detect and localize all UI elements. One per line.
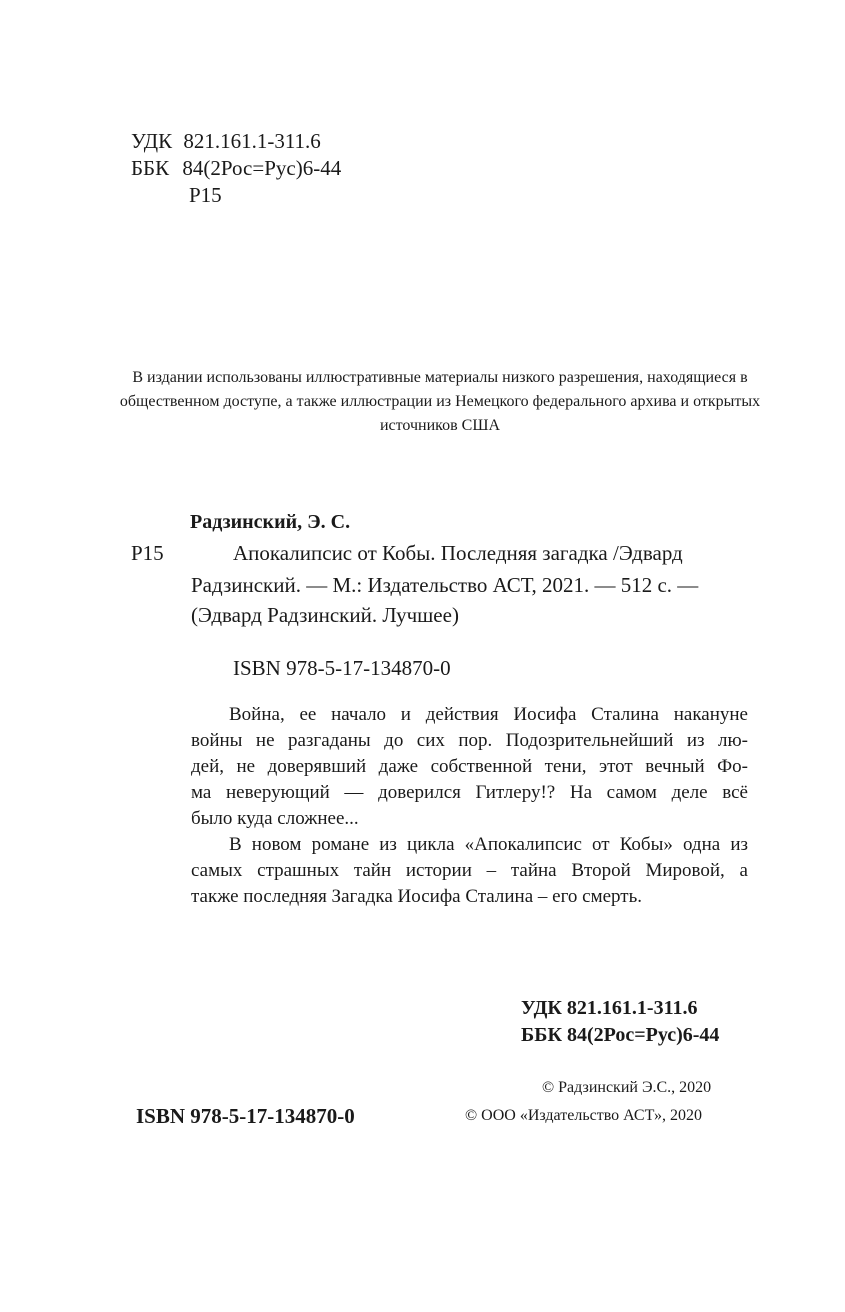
annotation-p1-line-5: было куда сложнее... — [191, 808, 359, 829]
card-author: Радзинский, Э. С. — [190, 511, 351, 533]
card-line-1: Апокалипсис от Кобы. Последняя загадка /Эдвард — [233, 541, 683, 565]
card-mark: Р15 — [131, 541, 164, 565]
copyright-author: © Радзинский Э.С., 2020 — [542, 1079, 712, 1096]
udk-label: УДК — [131, 129, 173, 153]
annotation-p2-line-2: самых страшных тайн истории – тайна Второй Мировой, а — [191, 860, 748, 881]
udk-bottom: УДК 821.161.1-311.6 — [521, 997, 698, 1019]
annotation-p2-line-1: В новом романе из цикла «Апокалипсис от Кобы» одна из — [229, 834, 748, 855]
illustration-note: В издании использованы иллюстративные материалы низкого разрешения, находящиеся в общественном доступе, а также иллюстрации из Немецкого федерального архива и открытых источников США — [119, 369, 761, 434]
udk-value: 821.161.1-311.6 — [183, 129, 321, 153]
bbk-row-top — [131, 155, 341, 182]
card-line-2: Радзинский. — М.: Издательство АСТ, 2021. — 512 с. — — [191, 573, 699, 597]
card-isbn: ISBN 978-5-17-134870-0 — [233, 656, 451, 680]
copyright-publisher: © ООО «Издательство АСТ», 2020 — [465, 1107, 702, 1124]
author-mark-top: Р15 — [189, 183, 222, 207]
card-line-3: (Эдвард Радзинский. Лучшее) — [191, 603, 459, 627]
udk-row-top — [131, 128, 321, 155]
annotation-p1-line-4: ма неверующий — доверился Гитлеру!? На самом деле всё — [191, 782, 748, 803]
annotation-p1-line-1: Война, ее начало и действия Иосифа Сталина накануне — [229, 704, 748, 725]
annotation-p1-line-2: войны не разгаданы до сих пор. Подозрительнейший из лю- — [191, 730, 748, 751]
bbk-bottom: ББК 84(2Рос=Рус)6-44 — [521, 1024, 720, 1046]
annotation-p1-line-3: дей, не доверявший даже собственной тени, этот вечный Фо- — [191, 756, 748, 777]
isbn-bottom: ISBN 978-5-17-134870-0 — [136, 1104, 355, 1128]
bbk-value: 84(2Рос=Рус)6-44 — [182, 156, 342, 180]
bbk-label: ББК — [131, 156, 170, 180]
annotation-p2-line-3: также последняя Загадка Иосифа Сталина – его смерть. — [191, 886, 642, 907]
